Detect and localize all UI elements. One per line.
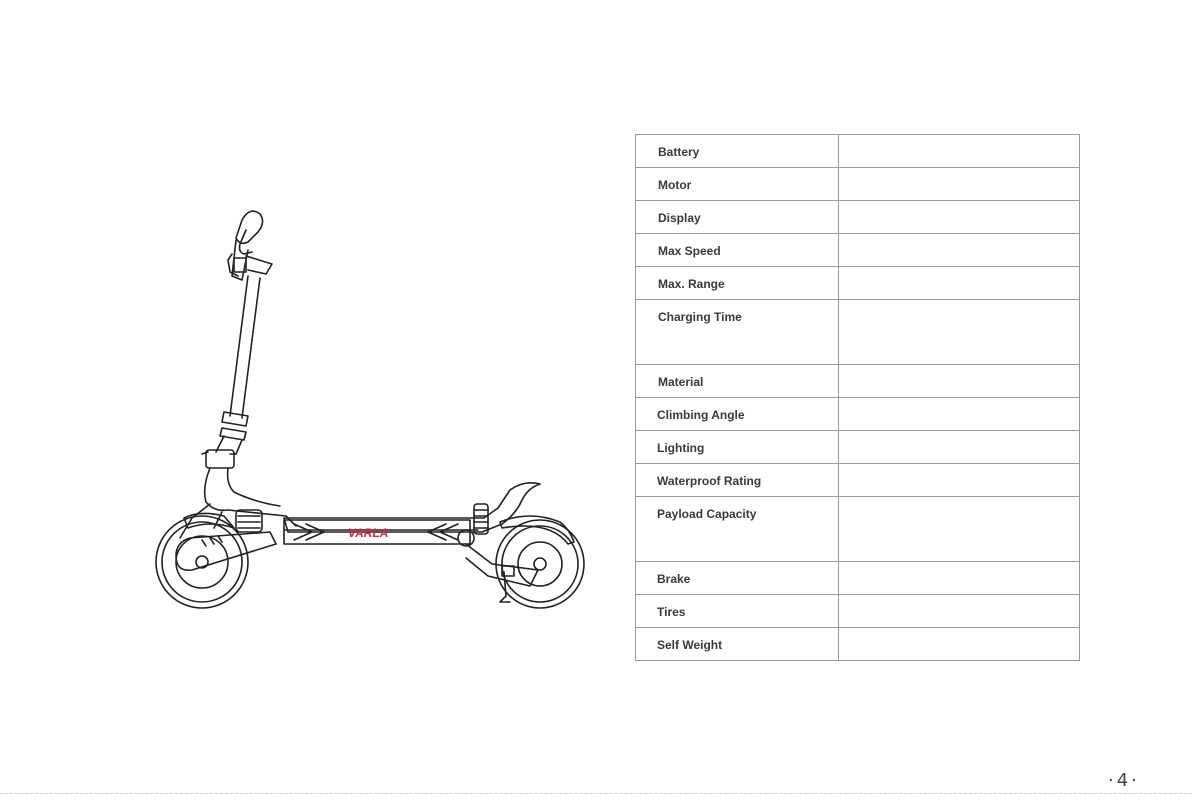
spec-value: [839, 201, 1080, 234]
spec-label: Payload Capacity: [636, 497, 839, 562]
bottom-divider: [0, 793, 1192, 794]
spec-label: Self Weight: [636, 628, 839, 661]
spec-label: Tires: [636, 595, 839, 628]
table-row: [636, 595, 1080, 628]
table-row: [636, 562, 1080, 595]
scooter-illustration: [150, 200, 590, 610]
spec-value: [839, 168, 1080, 201]
table-row: [636, 398, 1080, 431]
spec-label: Battery: [636, 135, 839, 168]
table-row: [636, 135, 1080, 168]
table-row: [636, 168, 1080, 201]
spec-value: [839, 234, 1080, 267]
spec-value: [839, 398, 1080, 431]
spec-value: [839, 135, 1080, 168]
table-row: [636, 464, 1080, 497]
spec-value: [839, 365, 1080, 398]
table-row: [636, 201, 1080, 234]
spec-label: Climbing Angle: [636, 398, 839, 431]
spec-label: Brake: [636, 562, 839, 595]
spec-value: [839, 300, 1080, 365]
spec-value: [839, 628, 1080, 661]
table-row: [636, 300, 1080, 365]
spec-value: [839, 464, 1080, 497]
spec-label: Material: [636, 365, 839, 398]
spec-value: [839, 431, 1080, 464]
spec-value: [839, 595, 1080, 628]
table-row: [636, 431, 1080, 464]
table-row: [636, 267, 1080, 300]
spec-label: Waterproof Rating: [636, 464, 839, 497]
table-row: [636, 628, 1080, 661]
spec-label: Lighting: [636, 431, 839, 464]
spec-label: Max Speed: [636, 234, 839, 267]
spec-table: [635, 134, 1080, 661]
table-row: [636, 234, 1080, 267]
spec-label: Motor: [636, 168, 839, 201]
table-row: [636, 365, 1080, 398]
spec-value: [839, 562, 1080, 595]
spec-label: Display: [636, 201, 839, 234]
page-number: ·4·: [1108, 770, 1140, 791]
table-row: [636, 497, 1080, 562]
spec-label: Max. Range: [636, 267, 839, 300]
spec-value: [839, 267, 1080, 300]
brand-logo: VARLA: [348, 526, 389, 540]
spec-value: [839, 497, 1080, 562]
spec-label: Charging Time: [636, 300, 839, 365]
